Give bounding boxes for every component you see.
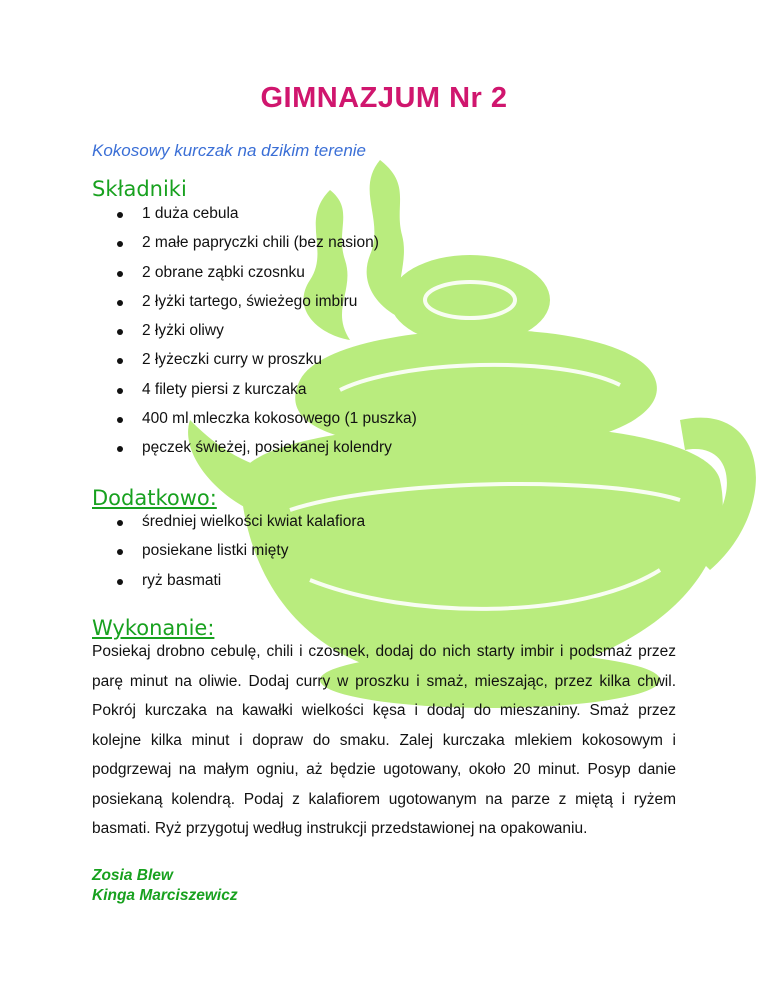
authors [92, 866, 238, 906]
bullet-icon [117, 417, 123, 423]
ingredients-heading: Składniki [92, 177, 187, 201]
bullet-icon [117, 388, 123, 394]
bullet-icon [117, 212, 123, 218]
list-item-text: 1 duża cebula [142, 205, 239, 222]
list-item-text: ryż basmati [142, 571, 222, 589]
list-item-text: pęczek świeżej, posiekanej kolendry [142, 439, 392, 457]
list-item-text: posiekane listki mięty [142, 542, 289, 560]
bullet-icon [117, 300, 123, 306]
list-item-text: 400 ml mleczka kokosowego (1 puszka) [142, 410, 417, 428]
bullet-icon [117, 241, 123, 247]
bullet-icon [117, 358, 123, 364]
recipe-subtitle: Kokosowy kurczak na dzikim terenie [92, 141, 367, 160]
list-item-text: 2 łyżki oliwy [142, 322, 224, 340]
bullet-icon [117, 271, 123, 277]
bullet-icon [117, 520, 123, 526]
extras-heading: Dodatkowo: [92, 486, 217, 510]
list-item-text: 2 łyżeczki curry w proszku [142, 351, 323, 369]
list-item-text: 2 małe papryczki chili (bez nasion) [142, 234, 379, 252]
list-item-text: średniej wielkości kwiat kalafiora [142, 513, 366, 530]
list-item-text: 4 filety piersi z kurczaka [142, 380, 307, 398]
page-title: GIMNAZJUM Nr 2 [260, 82, 508, 114]
bullet-icon [117, 329, 123, 335]
author-name: Zosia Blew [92, 867, 173, 884]
author-name: Kinga Marciszewicz [92, 887, 238, 904]
bullet-icon [117, 549, 123, 555]
bullet-icon [117, 579, 123, 585]
method-text: Posiekaj drobno cebulę, chili i czosnek, dodaj do nich starty imbir i podsmaż przez parę minut na oliwie. Dodaj curry w proszku i smaż, mieszając, przez kilka chwil. Pokrój kurczaka na kawałki wielkości kęsa i dodaj do mieszaniny. Smaż przez kolejne kilka minut i dopraw do smaku. Zalej kurczaka mlekiem kokosowym i podgrzewaj na małym ogniu, aż będzie ugotowany, około 20 minut. Posyp danie posiekaną kolendrą. Podaj z kalafiorem ugotowanym na parze z miętą i ryżem basmati. Ryż przygotuj według instrukcji przedstawionej na opakowaniu. [92, 643, 676, 837]
method-heading: Wykonanie: [92, 616, 215, 640]
list-item-text: 2 łyżki tartego, świeżego imbiru [142, 292, 358, 310]
bullet-icon [117, 446, 123, 452]
list-item-text: 2 obrane ząbki czosnku [142, 263, 305, 281]
